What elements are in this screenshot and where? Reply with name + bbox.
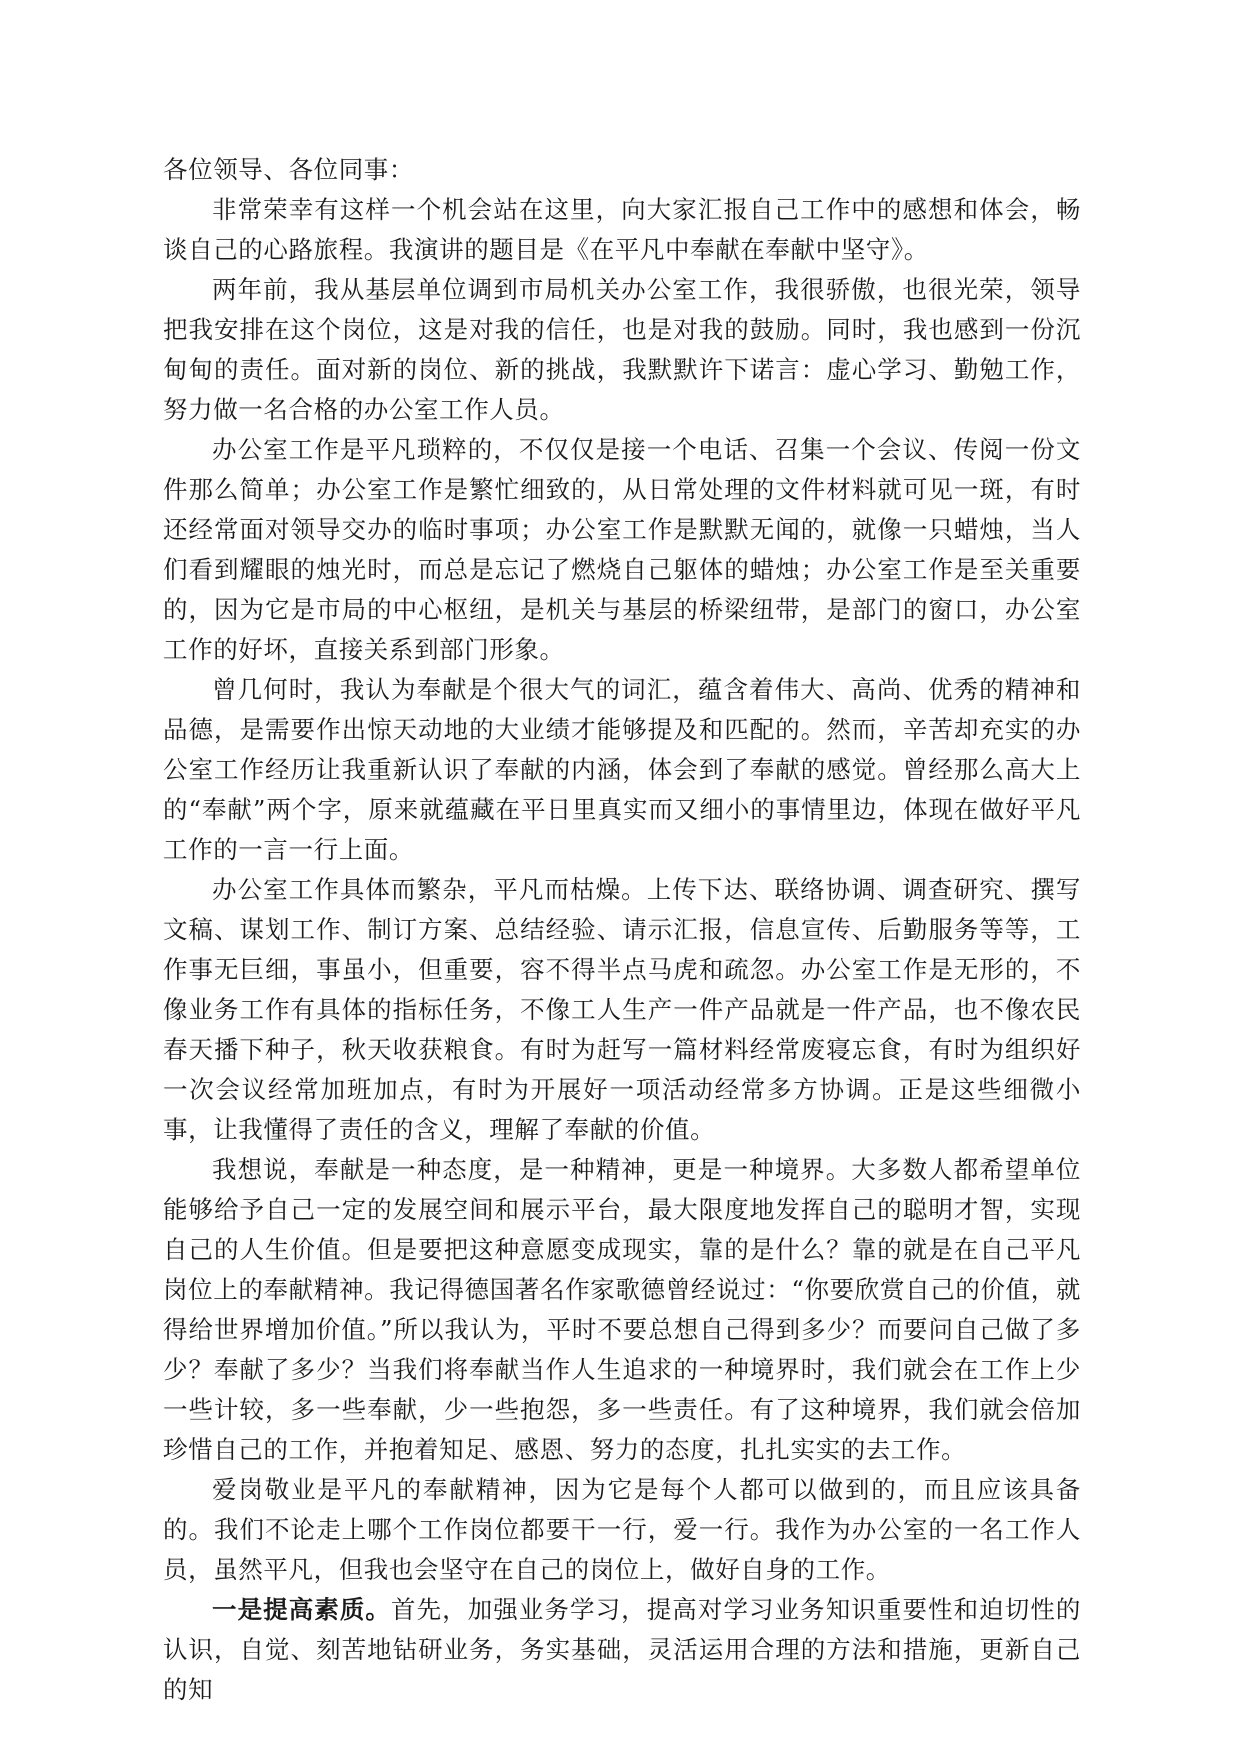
paragraph-5: 办公室工作具体而繁杂，平凡而枯燥。上传下达、联络协调、调查研究、撰写文稿、谋划工作、制订方案、总结经验、请示汇报，信息宣传、后勤服务等等，工作事无巨细，事虽小，但重要，容不得半点马虎和疏忽。办公室工作是无形的，不像业务工作有具体的指标任务，不像工人生产一件产品就是一件产品，也不像农民春天播下种子，秋天收获粮食。有时为赶写一篇材料经常废寝忘食，有时为组织好一次会议经常加班加点，有时为开展好一项活动经常多方协调。正是这些细微小事，让我懂得了责任的含义，理解了奉献的价值。 <box>163 875 1081 1144</box>
paragraph-8-lead: 一是提高素质。 <box>212 1595 392 1624</box>
paragraph-4: 曾几何时，我认为奉献是个很大气的词汇，蕴含着伟大、高尚、优秀的精神和品德，是需要作出惊天动地的大业绩才能够提及和匹配的。然而，辛苦却充实的办公室工作经历让我重新认识了奉献的内涵，体会到了奉献的感觉。曾经那么高大上的“奉献”两个字，原来就蕴藏在平日里真实而又细小的事情里边，体现在做好平凡工作的一言一行上面。 <box>163 675 1081 864</box>
salutation: 各位领导、各位同事： <box>163 155 414 184</box>
paragraph-7: 爱岗敬业是平凡的奉献精神，因为它是每个人都可以做到的，而且应该具备的。我们不论走上哪个工作岗位都要干一行，爱一行。我作为办公室的一名工作人员，虽然平凡，但我也会坚守在自己的岗位上，做好自身的工作。 <box>163 1475 1081 1584</box>
paragraph-8 <box>163 1590 1081 1710</box>
paragraph-1: 非常荣幸有这样一个机会站在这里，向大家汇报自己工作中的感想和体会，畅谈自己的心路旅程。我演讲的题目是《在平凡中奉献在奉献中坚守》。 <box>163 195 1081 264</box>
document-page <box>163 150 1081 1710</box>
paragraph-8-body: 首先，加强业务学习，提高对学习业务知识重要性和迫切性的认识，自觉、刻苦地钻研业务，务实基础，灵活运用合理的方法和措施，更新自己的知 <box>163 1595 1081 1704</box>
paragraph-6: 我想说，奉献是一种态度，是一种精神，更是一种境界。大多数人都希望单位能够给予自己一定的发展空间和展示平台，最大限度地发挥自己的聪明才智，实现自己的人生价值。但是要把这种意愿变成现实，靠的是什么？靠的就是在自己平凡岗位上的奉献精神。我记得德国著名作家歌德曾经说过：“你要欣赏自己的价值，就得给世界增加价值。”所以我认为，平时不要总想自己得到多少？而要问自己做了多少？奉献了多少？当我们将奉献当作人生追求的一种境界时，我们就会在工作上少一些计较，多一些奉献，少一些抱怨，多一些责任。有了这种境界，我们就会倍加珍惜自己的工作，并抱着知足、感恩、努力的态度，扎扎实实的去工作。 <box>163 1155 1081 1464</box>
paragraph-2: 两年前，我从基层单位调到市局机关办公室工作，我很骄傲，也很光荣，领导把我安排在这个岗位，这是对我的信任，也是对我的鼓励。同时，我也感到一份沉甸甸的责任。面对新的岗位、新的挑战，我默默许下诺言：虚心学习、勤勉工作，努力做一名合格的办公室工作人员。 <box>163 275 1081 424</box>
paragraph-3: 办公室工作是平凡琐粹的，不仅仅是接一个电话、召集一个会议、传阅一份文件那么简单；办公室工作是繁忙细致的，从日常处理的文件材料就可见一斑，有时还经常面对领导交办的临时事项；办公室工作是默默无闻的，就像一只蜡烛，当人们看到耀眼的烛光时，而总是忘记了燃烧自己躯体的蜡烛；办公室工作是至关重要的，因为它是市局的中心枢纽，是机关与基层的桥梁纽带，是部门的窗口，办公室工作的好坏，直接关系到部门形象。 <box>163 435 1081 664</box>
